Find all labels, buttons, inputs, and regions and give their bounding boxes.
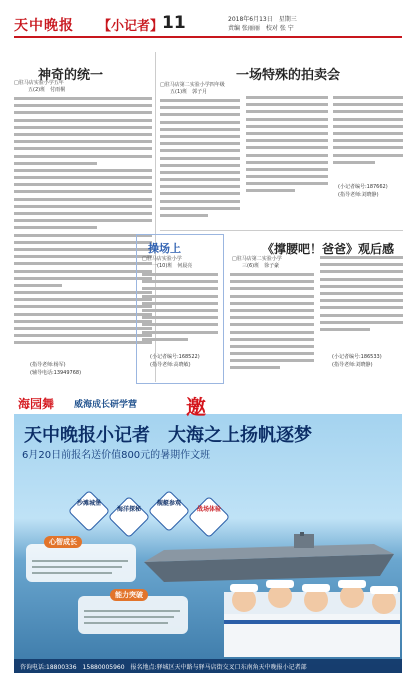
- byline-box: [142, 256, 192, 270]
- masthead-rule: [14, 36, 402, 38]
- signoff-left-phone: (辅导电话:13949768): [30, 370, 82, 376]
- section-divider: [160, 230, 403, 231]
- badge-shape-3: [148, 490, 190, 532]
- issue-date: 2018年6月13日 星期三: [228, 16, 297, 23]
- headline-box: 操场上: [148, 242, 181, 255]
- banner-contact: 咨询电话:18800336 15880005960 报名地点:驿城区天中路与驿马店街交叉口东南角天中晚报小记者部: [20, 664, 307, 671]
- badge-label-1: 沙滩城堡: [76, 500, 101, 507]
- page-number: 11: [162, 13, 186, 33]
- editors-line: 责编 张丽丽 校对 张 宁: [228, 25, 294, 32]
- headline-left: 神奇的统一: [38, 68, 104, 83]
- byline-left-school: □驻马店实验小学五年: [14, 80, 64, 86]
- byline-mid-right-author: 三(6)班 徐子豪: [242, 263, 280, 269]
- byline-mid-right-school: □驻马店第二实验小学: [232, 256, 282, 262]
- banner-subtitle: 威海成长研学营: [74, 400, 138, 410]
- badge-shape-1: [68, 490, 110, 532]
- body-text-mid-right-2: [320, 256, 403, 340]
- signoff-box-id: (小记者编号:168522): [150, 354, 200, 360]
- banner-footer: [14, 659, 402, 673]
- badge-label-3: 舰艇参观: [156, 500, 181, 507]
- masthead: [14, 14, 404, 36]
- badge-label-4: 战场体验: [196, 506, 221, 513]
- summer-camp-banner[interactable]: [14, 392, 402, 673]
- badge-label-2: 海洋探秘: [116, 506, 141, 513]
- pill-mind-growth: 心智成长: [44, 536, 82, 548]
- body-text-box: [142, 273, 218, 349]
- section-title: 【小记者】: [98, 19, 164, 34]
- byline-box-author: 一(10)班 何晨亮: [152, 263, 193, 269]
- byline-right-top: [160, 82, 225, 96]
- byline-left: [14, 80, 65, 94]
- info-box-1: [26, 544, 136, 582]
- body-text-right-top-1: [160, 99, 240, 227]
- banner-logo: 海园舞: [18, 397, 55, 411]
- banner-invite-glyph: 邀: [186, 395, 206, 419]
- signoff-mid-right-id: (小记者编号:186533): [332, 354, 382, 360]
- newspaper-logo: 天中晚报: [14, 18, 74, 34]
- byline-left-author: 五(2)班 付雨桐: [28, 87, 66, 93]
- headline-mid-right: 《撑腰吧！爸爸》观后感: [262, 242, 395, 256]
- body-text-left: [14, 97, 152, 359]
- signoff-box-teacher: (指导老师:高晓敏): [150, 362, 191, 368]
- byline-right-top-author: 五(1)班 郭子月: [170, 89, 208, 95]
- signoff-right-top-id: (小记者编号:187662): [338, 184, 388, 190]
- pill-ability: 能力突破: [110, 589, 148, 601]
- byline-mid-right: [232, 256, 282, 270]
- byline-right-top-school: □驻马店第二实验小学四年级: [160, 82, 225, 88]
- banner-top-strip: [14, 392, 402, 414]
- banner-offer: 6月20日前报名送价值800元的暑期作文班: [22, 450, 211, 461]
- students-photo: [224, 562, 400, 657]
- banner-title: 天中晚报小记者 大海之上扬帆逐梦: [24, 425, 312, 446]
- body-text-right-top-2: [246, 96, 328, 204]
- body-text-right-top-3: [333, 96, 403, 180]
- signoff-left-teacher: (指导老师:杨军): [30, 362, 66, 368]
- info-box-2: [78, 596, 188, 634]
- byline-box-school: □驻马店实验小学: [142, 256, 182, 262]
- signoff-mid-right-teacher: (指导老师:刘晓静): [332, 362, 373, 368]
- headline-right-top: 一场特殊的拍卖会: [236, 68, 341, 83]
- body-text-mid-right-1: [230, 273, 314, 379]
- signoff-right-top-teacher: (指导老师:刘晓静): [338, 192, 379, 198]
